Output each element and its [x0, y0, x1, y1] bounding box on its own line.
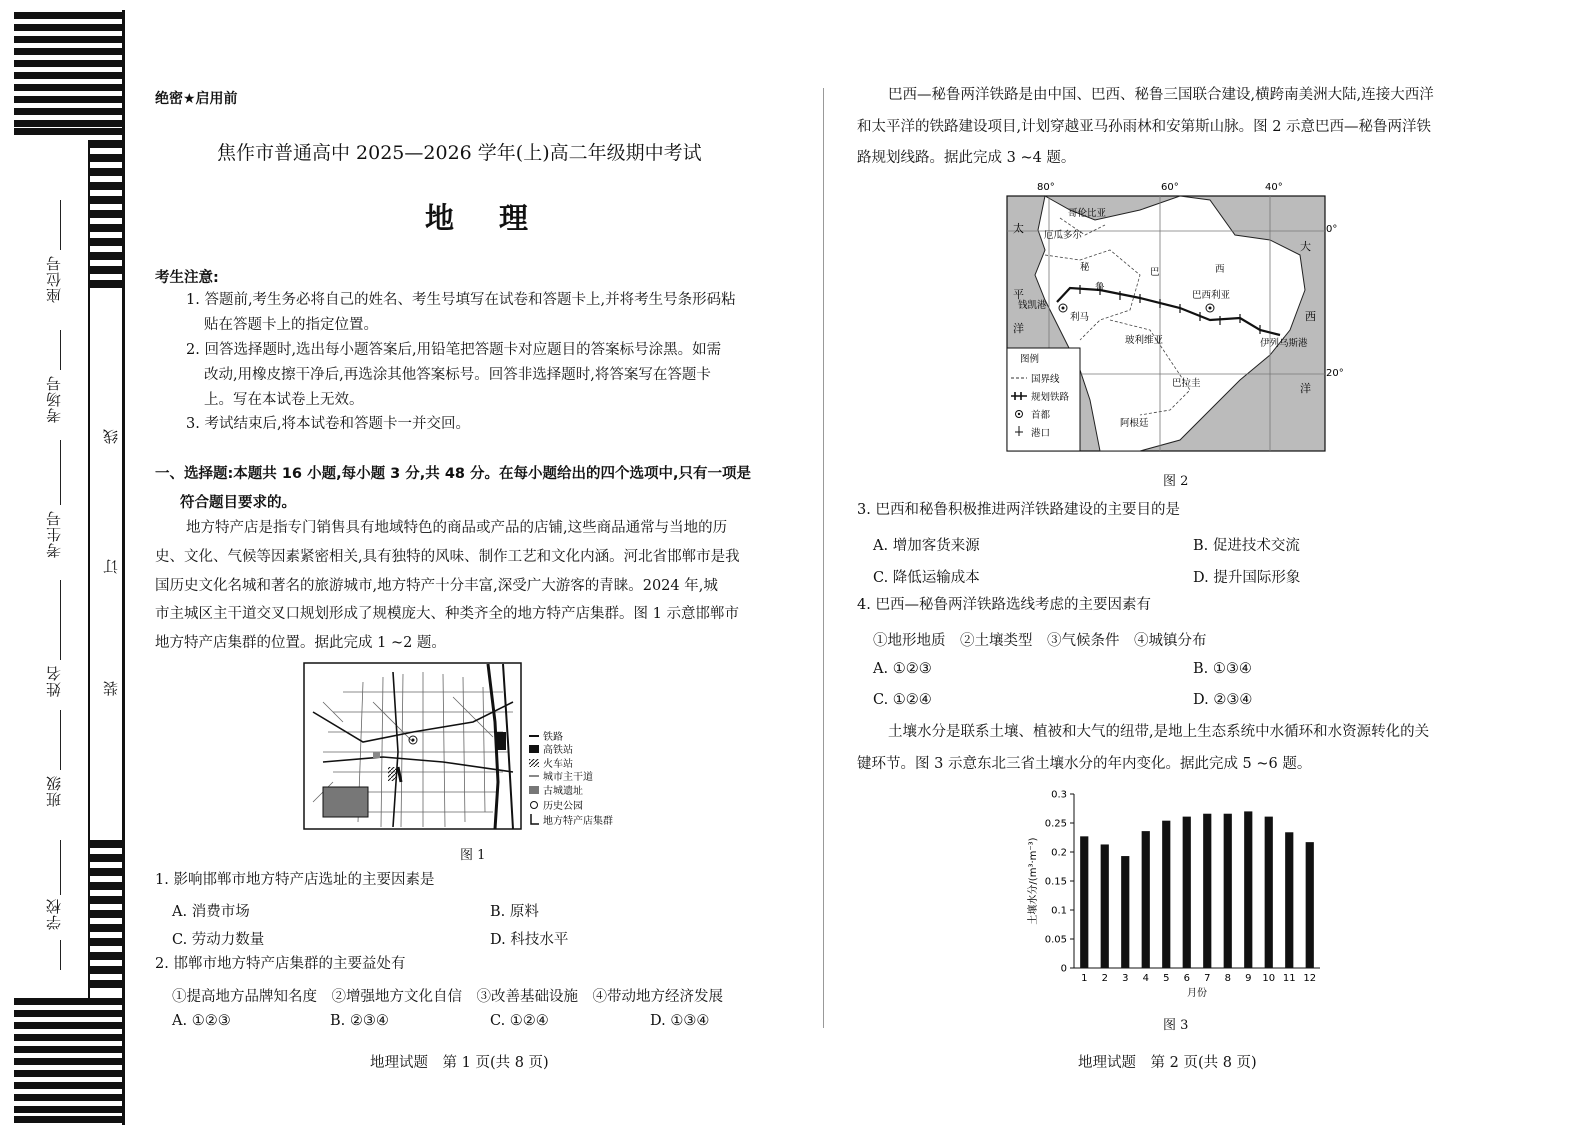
passage1-line: 地方特产店是指专门销售具有地域特色的商品或产品的店铺,这些商品通常与当地的历 — [186, 520, 728, 536]
cut-mark-install: 装 — [102, 680, 120, 696]
bar-month-4 — [1142, 831, 1150, 968]
cut-mark-line: 线 — [102, 428, 120, 444]
bar-month-8 — [1224, 814, 1232, 968]
bar-month-9 — [1244, 811, 1252, 968]
pacific-1: 太 — [1013, 222, 1024, 235]
place-chancay: 钱凯港 — [1018, 300, 1047, 311]
x-tick-label: 12 — [1303, 973, 1317, 984]
q4-option-b[interactable]: B. ①③④ — [1193, 661, 1252, 677]
legend-railway: 铁路 — [543, 732, 563, 743]
x-tick-label: 11 — [1282, 973, 1296, 984]
legend-hsr-station: 高铁站 — [543, 745, 573, 756]
place-peru-2: 鲁 — [1095, 282, 1105, 293]
x-tick-label: 1 — [1081, 973, 1088, 984]
pacific-3: 洋 — [1013, 322, 1024, 335]
passage1-line: 市主城区主干道交叉口规划形成了规模庞大、种类齐全的地方特产店集群。图 1 示意邯郸市 — [155, 606, 739, 622]
exam-title: 焦作市普通高中 2025—2026 学年(上)高二年级期中考试 — [217, 142, 702, 164]
x-tick-label: 8 — [1224, 973, 1231, 984]
passage1-line: 史、文化、气候等因素紧密相关,具有独特的风味、制作工艺和文化内涵。河北省邯郸市是我 — [155, 549, 740, 565]
legend-history-park: 历史公园 — [543, 801, 583, 812]
legend-title: 图例 — [1020, 354, 1040, 365]
place-argentina: 阿根廷 — [1120, 418, 1149, 429]
notice-item: 上。写在本试卷上无效。 — [204, 392, 364, 408]
lon-label: 60° — [1161, 182, 1179, 193]
q2-option-d[interactable]: D. ①③④ — [650, 1013, 710, 1029]
q2-option-a[interactable]: A. ①②③ — [172, 1013, 231, 1029]
bar-month-6 — [1183, 817, 1191, 968]
place-ecuador: 厄瓜多尔 — [1044, 230, 1083, 241]
binding-margin — [0, 0, 130, 1138]
x-tick-label: 9 — [1245, 973, 1252, 984]
bar-month-11 — [1285, 832, 1293, 968]
cut-mark-bind: 订 — [102, 558, 120, 574]
name-label: 姓名 — [45, 665, 63, 697]
class-label: 班级 — [45, 775, 63, 807]
x-tick-label: 2 — [1101, 973, 1108, 984]
place-paraguay: 巴拉圭 — [1172, 378, 1201, 389]
bar-month-10 — [1265, 817, 1273, 968]
atlantic-2: 西 — [1305, 310, 1316, 323]
q1-stem: 1. 影响邯郸市地方特产店选址的主要因素是 — [155, 872, 435, 888]
school-label: 学校 — [45, 898, 63, 930]
passage2-line: 巴西—秘鲁两洋铁路是由中国、巴西、秘鲁三国联合建设,横跨南美洲大陆,连接大西洋 — [888, 87, 1434, 103]
passage3-line: 土壤水分是联系土壤、植被和大气的纽带,是地上生态系统中水循环和水资源转化的关 — [888, 724, 1430, 740]
q2-option-c[interactable]: C. ①②④ — [490, 1013, 549, 1029]
passage1-line: 地方特产店集群的位置。据此完成 1 ~2 题。 — [155, 635, 446, 651]
q4-option-c[interactable]: C. ①②④ — [873, 692, 932, 708]
subject-title: 地 理 — [425, 201, 537, 235]
section-heading: 一、选择题:本题共 16 小题,每小题 3 分,共 48 分。在每小题给出的四个选项中,只有一项是 — [155, 466, 752, 482]
bar-month-7 — [1203, 814, 1211, 968]
q4-option-a[interactable]: A. ①②③ — [873, 661, 932, 677]
q1-option-b[interactable]: B. 原料 — [490, 904, 539, 920]
atlantic-3: 洋 — [1300, 382, 1311, 395]
figure3-caption: 图 3 — [1163, 1018, 1189, 1033]
chart-axes — [1074, 794, 1320, 968]
place-lima: 利马 — [1070, 312, 1090, 323]
place-brazil-1: 巴 — [1150, 267, 1160, 278]
y-axis-label: 土壤水分/(m³·m⁻³) — [1028, 837, 1039, 925]
place-brazil-2: 西 — [1215, 264, 1225, 275]
place-ilheus: 伊列乌斯港 — [1260, 338, 1308, 349]
passage3-line: 键环节。图 3 示意东北三省土壤水分的年内变化。据此完成 5 ~6 题。 — [857, 756, 1312, 772]
q3-option-c[interactable]: C. 降低运输成本 — [873, 570, 980, 586]
place-brasilia: 巴西利亚 — [1192, 290, 1231, 301]
legend-ancient-city: 古城遗址 — [543, 786, 583, 797]
legend-port: 港口 — [1031, 428, 1051, 439]
place-colombia: 哥伦比亚 — [1068, 208, 1107, 219]
q2-option-b[interactable]: B. ②③④ — [330, 1013, 389, 1029]
q1-option-c[interactable]: C. 劳动力数量 — [172, 932, 265, 948]
section-heading-cont: 符合题目要求的。 — [180, 495, 296, 511]
figure2-caption: 图 2 — [1163, 474, 1189, 489]
lon-label: 80° — [1037, 182, 1055, 193]
candidate-number-label: 考生号 — [45, 510, 63, 558]
figure1-city-map — [303, 662, 643, 834]
footer-right: 地理试题 第 2 页(共 8 页) — [1078, 1055, 1257, 1071]
x-tick-label: 10 — [1262, 973, 1276, 984]
q3-option-a[interactable]: A. 增加客货来源 — [873, 538, 980, 554]
footer-left: 地理试题 第 1 页(共 8 页) — [370, 1055, 549, 1071]
x-tick-label: 6 — [1183, 973, 1190, 984]
y-tick-label: 0.05 — [1044, 934, 1067, 946]
place-bolivia: 玻利维亚 — [1125, 335, 1164, 346]
bar-month-2 — [1101, 844, 1109, 968]
y-tick-label: 0 — [1060, 963, 1067, 975]
q4-option-d[interactable]: D. ②③④ — [1193, 692, 1253, 708]
q3-stem: 3. 巴西和秘鲁积极推进两洋铁路建设的主要目的是 — [857, 502, 1180, 518]
legend-capital: 首都 — [1031, 410, 1051, 421]
q2-stem: 2. 邯郸市地方特产店集群的主要益处有 — [155, 956, 406, 972]
bar-month-5 — [1162, 821, 1170, 968]
q3-option-b[interactable]: B. 促进技术交流 — [1193, 538, 1300, 554]
bar-month-1 — [1080, 836, 1088, 968]
y-tick-label: 0.15 — [1044, 876, 1067, 888]
place-peru-1: 秘 — [1080, 262, 1090, 273]
page-divider — [823, 88, 824, 1028]
seat-number-label: 座位号 — [45, 255, 63, 303]
figure1-caption: 图 1 — [460, 848, 486, 863]
notice-item: 1. 答题前,考生务必将自己的姓名、考生号填写在试卷和答题卡上,并将考生号条形码粘 — [186, 292, 736, 308]
figure3-soil-moisture-chart — [1020, 782, 1330, 1002]
legend-main-road: 城市主干道 — [543, 772, 593, 783]
passage2-line: 和太平洋的铁路建设项目,计划穿越亚马孙雨林和安第斯山脉。图 2 示意巴西—秘鲁两洋铁 — [857, 119, 1432, 135]
x-tick-label: 7 — [1204, 973, 1211, 984]
x-tick-label: 5 — [1163, 973, 1170, 984]
legend-border: 国界线 — [1031, 374, 1060, 385]
bar-month-12 — [1306, 842, 1314, 968]
bar-month-3 — [1121, 856, 1129, 968]
notice-item: 改动,用橡皮擦干净后,再选涂其他答案标号。回答非选择题时,将答案写在答题卡 — [204, 367, 711, 383]
legend-specialty-cluster: 地方特产店集群 — [543, 816, 613, 827]
q4-items: ①地形地质 ②土壤类型 ③气候条件 ④城镇分布 — [873, 633, 1207, 649]
notice-item: 贴在答题卡上的指定位置。 — [204, 317, 378, 333]
notice-item: 2. 回答选择题时,选出每小题答案后,用铅笔把答题卡对应题目的答案标号涂黑。如需 — [186, 342, 722, 358]
legend-railway-plan: 规划铁路 — [1031, 392, 1070, 403]
lat-label: 0° — [1326, 224, 1338, 235]
passage1-line: 国历史文化名城和著名的旅游城市,地方特产十分丰富,深受广大游客的青睐。2024 年,城 — [155, 578, 718, 594]
y-tick-label: 0.3 — [1051, 789, 1067, 801]
pacific-2: 平 — [1013, 288, 1024, 301]
q2-items: ①提高地方品牌知名度 ②增强地方文化自信 ③改善基础设施 ④带动地方经济发展 — [172, 989, 723, 1005]
figure2-south-america-map — [1000, 180, 1345, 455]
secret-mark: 绝密★启用前 — [155, 91, 238, 107]
q1-option-a[interactable]: A. 消费市场 — [172, 904, 250, 920]
notice-item: 3. 考试结束后,将本试卷和答题卡一并交回。 — [186, 416, 471, 432]
q3-option-d[interactable]: D. 提升国际形象 — [1193, 570, 1301, 586]
lat-label: 20° — [1326, 368, 1344, 379]
q4-stem: 4. 巴西—秘鲁两洋铁路选线考虑的主要因素有 — [857, 597, 1151, 613]
passage2-line: 路规划线路。据此完成 3 ~4 题。 — [857, 150, 1076, 166]
lon-label: 40° — [1265, 182, 1283, 193]
notice-title: 考生注意: — [155, 270, 219, 286]
atlantic-1: 大 — [1300, 240, 1311, 253]
x-axis-label: 月份 — [1187, 988, 1207, 999]
q1-option-d[interactable]: D. 科技水平 — [490, 932, 569, 948]
legend-train-station: 火车站 — [543, 759, 573, 770]
y-tick-label: 0.25 — [1044, 818, 1067, 830]
y-tick-label: 0.2 — [1051, 847, 1067, 859]
x-tick-label: 4 — [1142, 973, 1149, 984]
exam-room-label: 考场号 — [45, 375, 63, 423]
x-tick-label: 3 — [1122, 973, 1129, 984]
y-tick-label: 0.1 — [1051, 905, 1067, 917]
